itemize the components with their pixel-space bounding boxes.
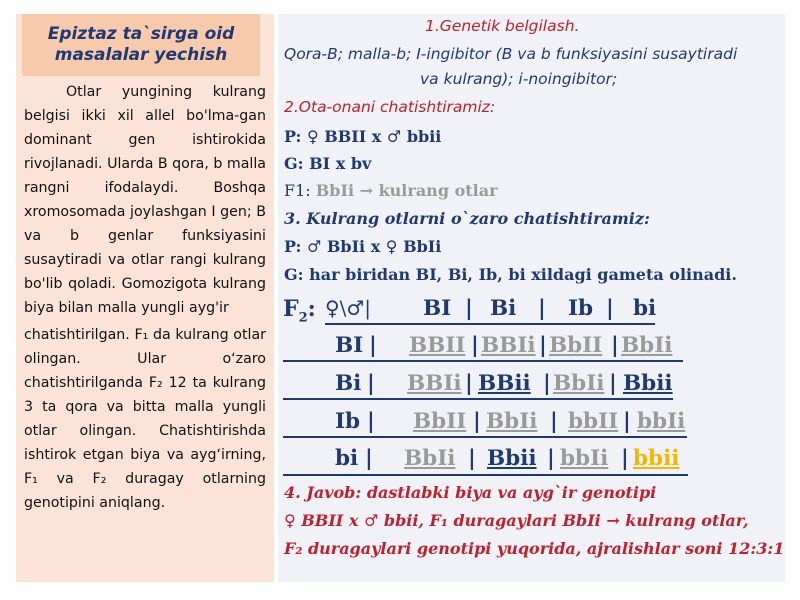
punnett-divider: |	[465, 296, 473, 321]
answer-line2: F₂ duragaylari genotipi yuqorida, ajralishlar soni 12:3:1	[284, 539, 785, 558]
punnett-divider: |	[367, 371, 375, 396]
problem-text-part1: Otlar yungining kulrang belgisi ikki xil allel bo'lma-gan dominant gen ishtirokida rivojlanadi. Ularda B qora, b malla rangni ifodalaydi. Boshqa xromosomada joylashgan I gen; B va b genlar funksiyasini susaytiradi va otlar rangi kulrang bo'lib qoladi. Gomozigota kulrang biya bilan malla yungli ayg'ir	[24, 84, 266, 316]
answer-line1: ♀ BBII x ♂ bbii, F₁ duragaylari BbIi → kulrang otlar,	[284, 511, 749, 530]
punnett-header-cell: BI	[423, 296, 452, 321]
punnett-divider: |	[471, 333, 479, 358]
punnett-cell: bbIi	[560, 446, 609, 471]
punnett-row-label: BI	[335, 333, 364, 358]
title-line-2: masalalar yechish	[54, 45, 228, 65]
punnett-cell: BbII	[549, 333, 603, 358]
punnett-row-label: Ib	[335, 409, 361, 434]
row-underline	[283, 398, 673, 400]
step1-heading: 1.Genetik belgilash.	[425, 17, 580, 35]
gametes-2: G: har biridan BI, Bi, Ib, bi xildagi gameta olinadi.	[284, 265, 737, 284]
parents-cross-2: P: ♂ BbIi x ♀ BbIi	[284, 237, 442, 256]
title-line-1: Epiztaz ta`sirga oid	[47, 24, 235, 44]
punnett-cell: BBii	[478, 371, 531, 396]
punnett-cell: BbII	[413, 409, 467, 434]
punnett-cell: bbIi	[637, 409, 686, 434]
punnett-divider: |	[367, 409, 375, 434]
problem-text	[24, 80, 266, 515]
f2-label: $F_2$:	[283, 296, 316, 326]
step1-line2: va kulrang); i-noingibitor;	[420, 70, 618, 88]
punnett-divider: |	[539, 333, 547, 358]
row-underline	[283, 436, 687, 438]
punnett-cell: Bbii	[487, 446, 537, 471]
punnett-cell: BBIi	[481, 333, 536, 358]
punnett-cell: BbIi	[404, 446, 456, 471]
punnett-divider: |	[473, 409, 481, 434]
punnett-divider: |	[547, 446, 555, 471]
punnett-divider: |	[621, 446, 629, 471]
punnett-divider: |	[468, 446, 476, 471]
punnett-divider: |	[538, 296, 546, 321]
punnett-cell: BBIi	[407, 371, 462, 396]
punnett-divider: |	[609, 371, 617, 396]
punnett-cell: BbIi	[553, 371, 605, 396]
punnett-header-cell: Ib	[568, 296, 594, 321]
row-underline	[283, 360, 683, 362]
problem-text-part2: chatishtirilgan. F₁ da kulrang otlar olingan. Ular oʻzaro chatishtirilganda F₂ 12 ta kulrang 3 ta qora va bitta malla yungli otlar olingan. Chatishtirishda ishtirok etgan biya va aygʻirning, F₁ va F₂ duragay otlarning genotipini aniqlang.	[24, 327, 266, 511]
punnett-header-cell: Bi	[490, 296, 517, 321]
punnett-divider: |	[543, 371, 551, 396]
step2-heading: 2.Ota-onani chatishtiramiz:	[284, 98, 496, 116]
punnett-cell: BbIi	[486, 409, 538, 434]
punnett-corner: ♀\♂|	[325, 296, 372, 320]
punnett-cell: bbii	[633, 446, 680, 471]
punnett-divider: |	[465, 371, 473, 396]
punnett-divider: |	[611, 333, 619, 358]
punnett-row-label: bi	[335, 446, 359, 471]
punnett-row-label: Bi	[335, 371, 362, 396]
parents-cross-1: P: ♀ BBII x ♂ bbii	[284, 127, 442, 146]
step3-heading: 3. Kulrang otlarni o`zaro chatishtiramiz:	[284, 209, 650, 228]
f1-value: BbIi → kulrang otlar	[315, 181, 498, 200]
gametes-1: G: BI x bv	[284, 154, 372, 173]
row-underline	[283, 474, 688, 476]
punnett-divider: |	[550, 409, 558, 434]
step4-heading: 4. Javob: dastlabki biya va ayg`ir genotipi	[284, 483, 657, 502]
header-underline	[325, 323, 655, 325]
punnett-divider: |	[365, 446, 373, 471]
punnett-divider: |	[623, 409, 631, 434]
punnett-cell: Bbii	[623, 371, 673, 396]
punnett-cell: BbIi	[621, 333, 673, 358]
step1-line1: Qora-B; malla-b; I-ingibitor (B va b funksiyasini susaytiradi	[284, 45, 738, 63]
f1-line	[284, 181, 498, 200]
left-title	[48, 24, 235, 66]
f1-label: F1:	[284, 181, 316, 200]
punnett-divider: |	[606, 296, 614, 321]
punnett-cell: bbII	[568, 409, 619, 434]
punnett-header-cell: bi	[633, 296, 657, 321]
left-title-box	[22, 14, 260, 76]
punnett-cell: BBII	[409, 333, 466, 358]
punnett-divider: |	[369, 333, 377, 358]
